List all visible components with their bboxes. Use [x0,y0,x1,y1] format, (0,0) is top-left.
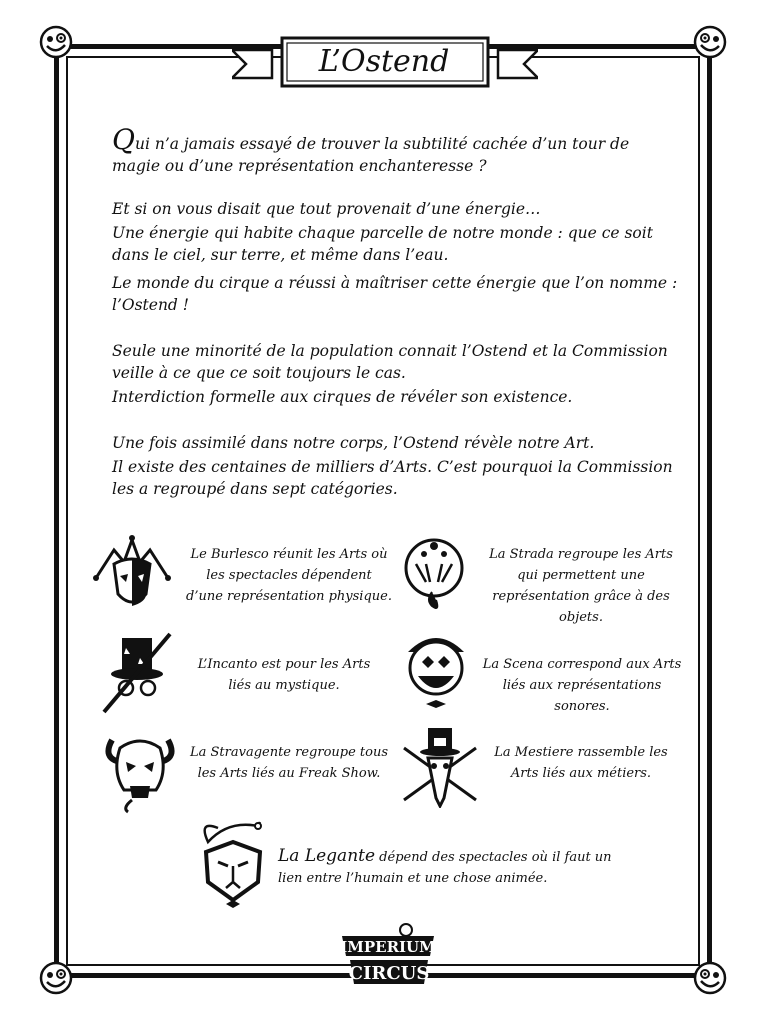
intro-paragraph-2: Et si on vous disait que tout provenait d’une énergie… [112,200,541,218]
legante-name: La Legante [278,846,376,866]
mestiere-caption: La Mestiere rassemble les Arts liés aux métiers. [494,745,668,781]
clown-face-icon [692,960,728,996]
intro-paragraph-3: Une énergie qui habite chaque parcelle de notre monde : que ce soit dans le ciel, sur terre, et même dans l’eau. [112,224,653,264]
scena-caption: La Scena correspond aux Arts liés aux représentations sonores. [482,657,682,714]
page-frame-inner [66,56,700,966]
clown-face-icon [38,24,74,60]
juggler-face-icon [396,530,482,616]
logo-line-2: CIRCUS [348,963,430,984]
clown-face-icon [38,960,74,996]
lion-tamer-icon [188,820,278,910]
intro-paragraph-5: Seule une minorité de la population connait l’Ostend et la Commission veille à ce que ce soit toujours le cas. [112,342,668,382]
strada-caption: La Strada regroupe les Arts qui permettent une représentation grâce à des objets. [489,547,673,625]
magician-hat-icon [96,628,182,714]
plague-doctor-icon [398,722,484,808]
imperium-circus-logo [336,922,440,992]
clown-face-icon [692,24,728,60]
intro-paragraph-1: Qui n’a jamais essayé de trouver la subtilité cachée d’un tour de magie ou d’une représentation enchanteresse ? [112,123,630,175]
intro-paragraph-4: Le monde du cirque a réussi à maîtriser cette énergie que l’on nomme : l’Ostend ! [112,274,678,314]
intro-paragraph-8: Il existe des centaines de milliers d’Arts. C’est pourquoi la Commission les a regroupé dans sept catégories. [112,458,673,498]
horned-skull-icon [98,728,184,814]
burlesco-caption: Le Burlesco réunit les Arts où les spectacles dépendent d’une représentation physique. [186,547,392,604]
logo-line-1: IMPERIUM [340,938,436,956]
clown-singer-icon [398,626,484,712]
incanto-caption: L’Incanto est pour les Arts liés au mystique. [197,657,371,693]
stravagente-caption: La Stravagente regroupe tous les Arts liés au Freak Show. [189,745,389,781]
harlequin-mask-icon [88,528,174,614]
page-title: L’Ostend [318,44,450,79]
intro-paragraph-6: Interdiction formelle aux cirques de révéler son existence. [112,388,573,406]
drop-cap: Q [112,123,135,156]
intro-paragraph-7: Une fois assimilé dans notre corps, l’Ostend révèle notre Art. [112,434,595,452]
legante-caption: La Legante dépend des spectacles où il faut un lien entre l’humain et une chose animée. [278,846,612,886]
